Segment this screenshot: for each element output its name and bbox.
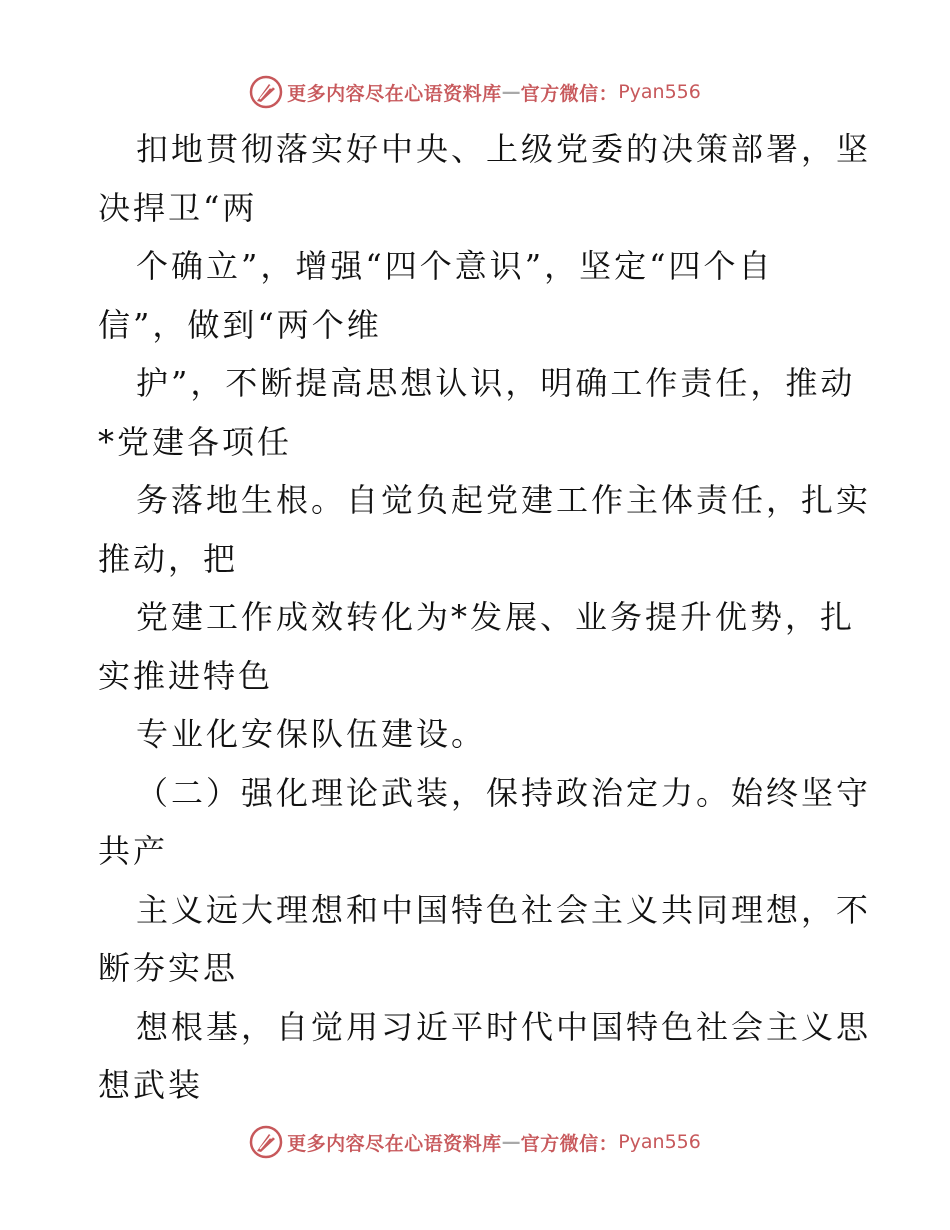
- watermark-separator: —: [501, 81, 521, 103]
- watermark-contact-label: 官方微信：: [520, 1132, 619, 1155]
- watermark-brand: 更多内容尽在心语资料库: [287, 1132, 502, 1155]
- text-line: 扣地贯彻落实好中央、上级党委的决策部署，坚: [136, 130, 872, 168]
- text-line: 主义远大理想和中国特色社会主义共同理想，不: [136, 890, 872, 929]
- watermark-contact-id: Pyan556: [618, 81, 701, 103]
- document-body: [98, 120, 872, 1115]
- text-line: *党建各项任: [98, 422, 293, 461]
- text-line: 专业化安保队伍建设。: [136, 715, 487, 753]
- text-line: 党建工作成效转化为*发展、业务提升优势，扎: [136, 598, 856, 636]
- watermark-separator: —: [501, 1131, 521, 1153]
- pen-nib-logo-icon: [249, 1125, 283, 1159]
- watermark-contact-id: Pyan556: [618, 1131, 701, 1153]
- header-watermark: [0, 72, 950, 112]
- pen-nib-logo-icon: [249, 75, 283, 109]
- text-line: 共产: [98, 832, 169, 870]
- text-line: 决捍卫“两: [98, 188, 258, 227]
- text-line: 信”，做到“两个维: [98, 305, 382, 344]
- watermark-brand: 更多内容尽在心语资料库: [287, 82, 502, 105]
- text-line: 推动，把: [98, 539, 239, 578]
- text-line: 实推进特色: [98, 656, 274, 695]
- text-line: 想武装: [98, 1066, 204, 1104]
- text-line: 断夯实思: [98, 949, 239, 987]
- text-line: 个确立”，增强“四个意识”，坚定“四个自: [136, 247, 774, 285]
- text-line: 务落地生根。自觉负起党建工作主体责任，扎实: [136, 481, 872, 519]
- footer-watermark: [0, 1122, 950, 1162]
- watermark-contact-label: 官方微信：: [520, 82, 619, 105]
- text-line: 护”，不断提高思想认识，明确工作责任，推动: [136, 364, 856, 402]
- text-line: 想根基，自觉用习近平时代中国特色社会主义思: [136, 1007, 872, 1046]
- text-line: （二）强化理论武装，保持政治定力。始终坚守: [136, 773, 872, 812]
